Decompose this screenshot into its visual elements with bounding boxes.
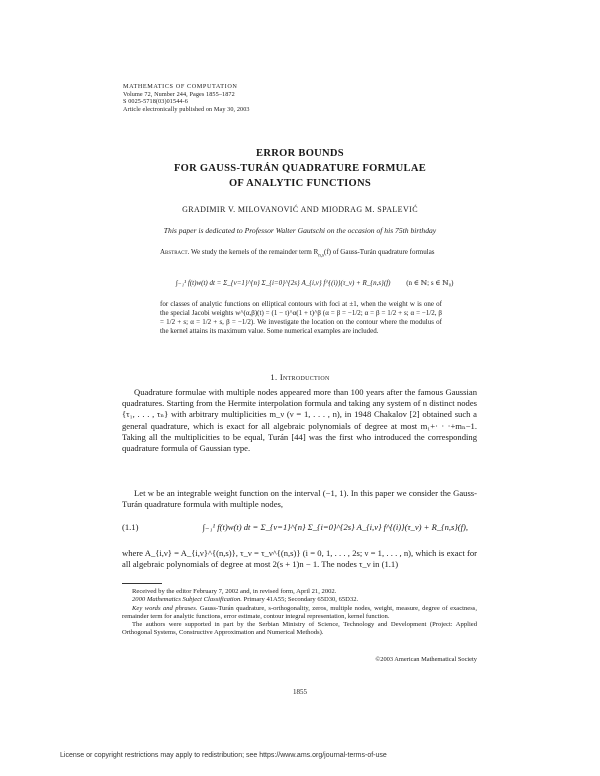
footnote-support: The authors were supported in part by the Serbian Ministry of Science, Technology and Development (Project: Applied Orthogonal Systems, Constructive Approximation and Numerical Methods). xyxy=(122,621,477,637)
footnote-rule xyxy=(122,583,162,584)
section-heading xyxy=(0,372,600,382)
msc-label: 2000 Mathematics Subject Classification. xyxy=(132,596,242,604)
abstract-intro-sub: n,s xyxy=(318,253,324,259)
license-notice[interactable]: License or copyright restrictions may apply to redistribution; see https://www.ams.org/journal-terms-of-use xyxy=(60,752,387,759)
intro-paragraph-2 xyxy=(122,488,477,510)
abstract-intro xyxy=(160,248,442,260)
authors: GRADIMIR V. MILOVANOVIĆ AND MIODRAG M. SPALEVIĆ xyxy=(182,205,418,214)
journal-header xyxy=(123,83,250,113)
abstract-body: for classes of analytic functions on elliptical contours with foci at ±1, when the weight w is one of the special Jacobi weights w^(α,β)(t) = (1 − t)^α(1 + t)^β (α = β = −1/2; α = β = 1/2 + s; α = −1/2, β = 1/2 + s; α = 1/2 + s, β = −1/2). We investigate the location on the contour where the modulus of the kernel attains its maximum value. Some numerical examples are included. xyxy=(160,300,442,335)
equation-number: (1.1) xyxy=(122,522,139,532)
page-number: 1855 xyxy=(293,688,307,696)
abstract-intro-text: We study the kernels of the remainder term R xyxy=(190,248,319,256)
paragraph-text: Quadrature formulae with multiple nodes appeared more than 100 years after the famous Gaussian quadratures. Starting from the Hermite interpolation formula and taking any system of n distinct nodes {τ₁, . . . , τₙ} with arbitrary multiplicities m_ν (ν = 1, . . . , n), in 1948 Chakalov [2] obtained such a general quadrature, which is exact for all algebraic polynomials of degree at most m₁+· · ·+mₙ−1. Taking all the multiplicities to be equal, Turán [44] was the first who introduced the corresponding quadrature formula of Gaussian type. xyxy=(122,387,477,454)
paper-title xyxy=(0,146,600,191)
footnote-msc xyxy=(122,596,477,604)
published-line: Article electronically published on May 30, 2003 xyxy=(123,105,250,113)
section-title: Introduction xyxy=(279,372,330,382)
issn-line: S 0025-5718(03)01544-6 xyxy=(123,98,188,106)
volume-line: Volume 72, Number 244, Pages 1855–1872 xyxy=(123,90,235,98)
journal-name: MATHEMATICS OF COMPUTATION xyxy=(123,83,238,90)
footnote-received: Received by the editor February 7, 2002 and, in revised form, April 21, 2002. xyxy=(132,588,337,595)
intro-paragraph-3 xyxy=(122,548,477,570)
keywords-label: Key words and phrases. xyxy=(132,604,198,612)
abstract-formula-condition: (n ∈ ℕ; s ∈ ℕ₀) xyxy=(406,279,454,287)
title-line-2: FOR GAUSS-TURÁN QUADRATURE FORMULAE xyxy=(173,163,427,174)
paragraph-text: where A_{i,ν} = A_{i,ν}^{(n,s)}, τ_ν = τ_ν^{(n,s)} (i = 0, 1, . . . , 2s; ν = 1, . . . , n), which is exact for all algebraic polynomials of degree at most 2(s + 1)n − 1. The nodes τ_ν in (1.1) xyxy=(122,548,477,570)
dedication: This paper is dedicated to Professor Walter Gautschi on the occasion of his 75th birthday xyxy=(163,226,437,235)
intro-paragraph-1 xyxy=(122,387,477,454)
keywords-text: Gauss-Turán quadrature, s-orthogonality, zeros, multiple nodes, weight, measure, degree of exactness, remainder term for analytic functions, error estimate, contour integral representation, kernel function. xyxy=(122,604,477,620)
copyright: ©2003 American Mathematical Society xyxy=(375,656,477,663)
msc-codes: Primary 41A55; Secondary 65D30, 65D32. xyxy=(243,596,359,604)
footnote-keywords xyxy=(122,605,477,622)
abstract-formula xyxy=(160,279,454,288)
equation-text: ∫₋₁¹ f(t)w(t) dt = Σ_{ν=1}^{n} Σ_{i=0}^{2s} A_{i,ν} f^{(i)}(τ_ν) + R_{n,s}(f), xyxy=(202,522,469,532)
section-number: 1. xyxy=(270,372,278,382)
equation-1-1 xyxy=(122,522,477,533)
footnotes xyxy=(122,588,477,638)
abstract-label: Abstract. xyxy=(160,248,190,256)
title-line-3: OF ANALYTIC FUNCTIONS xyxy=(228,178,372,189)
title-line-1: ERROR BOUNDS xyxy=(256,148,344,159)
abstract-intro-end: (f) of Gauss-Turán quadrature formulas xyxy=(323,248,435,256)
paragraph-text: Let w be an integrable weight function on the interval (−1, 1). In this paper we consider the Gauss-Turán quadrature formula with multiple nodes, xyxy=(122,488,477,510)
abstract-formula-text: ∫₋₁¹ f(t)w(t) dt = Σ_{ν=1}^{n} Σ_{i=0}^{2s} A_{i,ν} f^{(i)}(τ_ν) + R_{n,s}(f) xyxy=(176,279,391,287)
